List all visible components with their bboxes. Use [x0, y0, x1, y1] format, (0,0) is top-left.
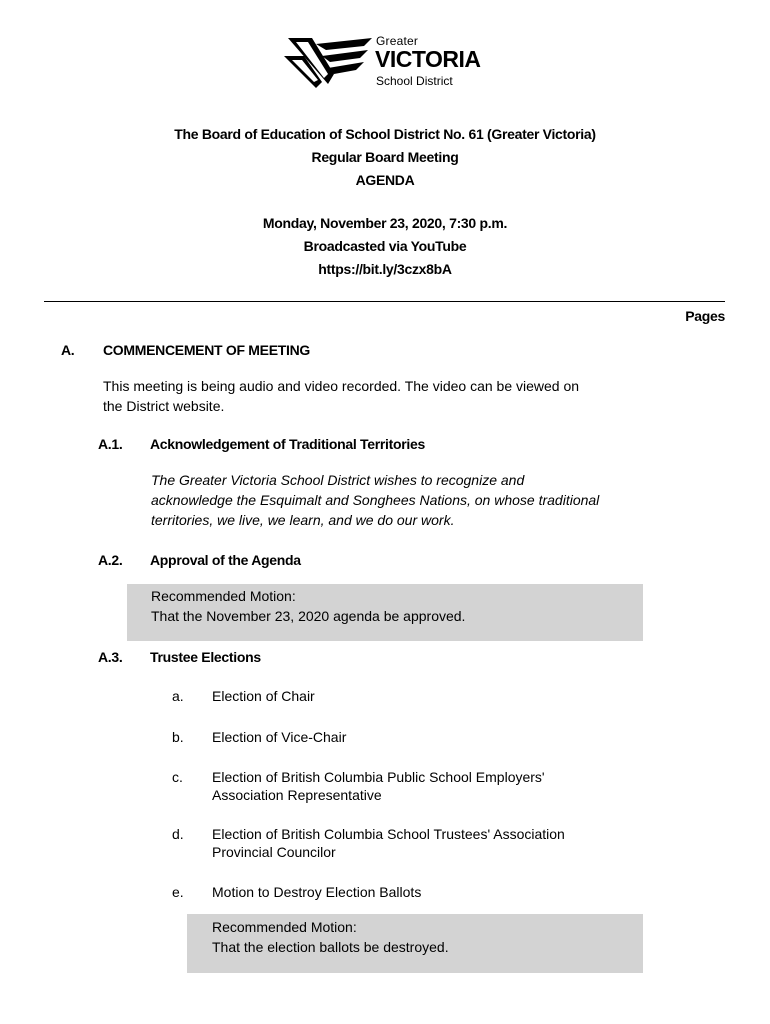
recording-note-line1: This meeting is being audio and video recorded. The video can be viewed on: [103, 378, 580, 394]
acknowledgement-line2: acknowledge the Esquimalt and Songhees Nations, on whose traditional: [151, 492, 600, 508]
meeting-type: Regular Board Meeting: [311, 149, 459, 165]
ballots-motion-box: [187, 914, 643, 973]
a3-title: Trustee Elections: [150, 649, 261, 665]
a2-motion-label: Recommended Motion:: [151, 588, 296, 604]
list-item-letter: b.: [172, 729, 184, 745]
logo-victoria-text: VICTORIA: [375, 46, 481, 72]
section-a-title: COMMENCEMENT OF MEETING: [103, 342, 310, 358]
board-title: The Board of Education of School District No. 61 (Greater Victoria): [174, 126, 596, 142]
list-item-text: Motion to Destroy Election Ballots: [212, 884, 422, 900]
list-item-text: Election of British Columbia Public School Employers': [212, 769, 545, 785]
broadcast-note: Broadcasted via YouTube: [303, 238, 467, 254]
pages-column-label: Pages: [685, 308, 725, 324]
list-item-text: Election of British Columbia School Trustees' Association: [212, 826, 565, 842]
list-item-letter: e.: [172, 884, 184, 900]
list-item-letter: d.: [172, 826, 184, 842]
a2-title: Approval of the Agenda: [150, 552, 301, 568]
youtube-link[interactable]: https://bit.ly/3czx8bA: [318, 261, 452, 277]
header-divider: [44, 301, 725, 302]
list-item-text-cont: Association Representative: [212, 787, 382, 803]
acknowledgement-line3: territories, we live, we learn, and we do our work.: [151, 512, 455, 528]
agenda-heading: AGENDA: [355, 172, 415, 188]
a2-motion-text: That the November 23, 2020 agenda be approved.: [151, 608, 466, 624]
list-item-letter: c.: [172, 769, 183, 785]
list-item-letter: a.: [172, 688, 184, 704]
a3-number: A.3.: [98, 649, 123, 665]
a2-number: A.2.: [98, 552, 123, 568]
a2-motion-box: [127, 584, 643, 641]
section-a-number: A.: [61, 342, 75, 358]
acknowledgement-line1: The Greater Victoria School District wishes to recognize and: [151, 472, 525, 488]
list-item-text-cont: Provincial Councilor: [212, 844, 336, 860]
logo-school-district-text: School District: [376, 74, 453, 88]
recording-note-line2: the District website.: [103, 398, 225, 414]
wave-emblem-icon: [282, 34, 374, 90]
ballots-motion-text: That the election ballots be destroyed.: [212, 939, 449, 955]
ballots-motion-label: Recommended Motion:: [212, 919, 357, 935]
district-logo: [282, 34, 482, 90]
a1-number: A.1.: [98, 436, 123, 452]
logo-greater-text: Greater: [376, 34, 419, 48]
list-item-text: Election of Chair: [212, 688, 315, 704]
meeting-date: Monday, November 23, 2020, 7:30 p.m.: [262, 215, 508, 231]
a1-title: Acknowledgement of Traditional Territories: [150, 436, 425, 452]
list-item-text: Election of Vice-Chair: [212, 729, 347, 745]
